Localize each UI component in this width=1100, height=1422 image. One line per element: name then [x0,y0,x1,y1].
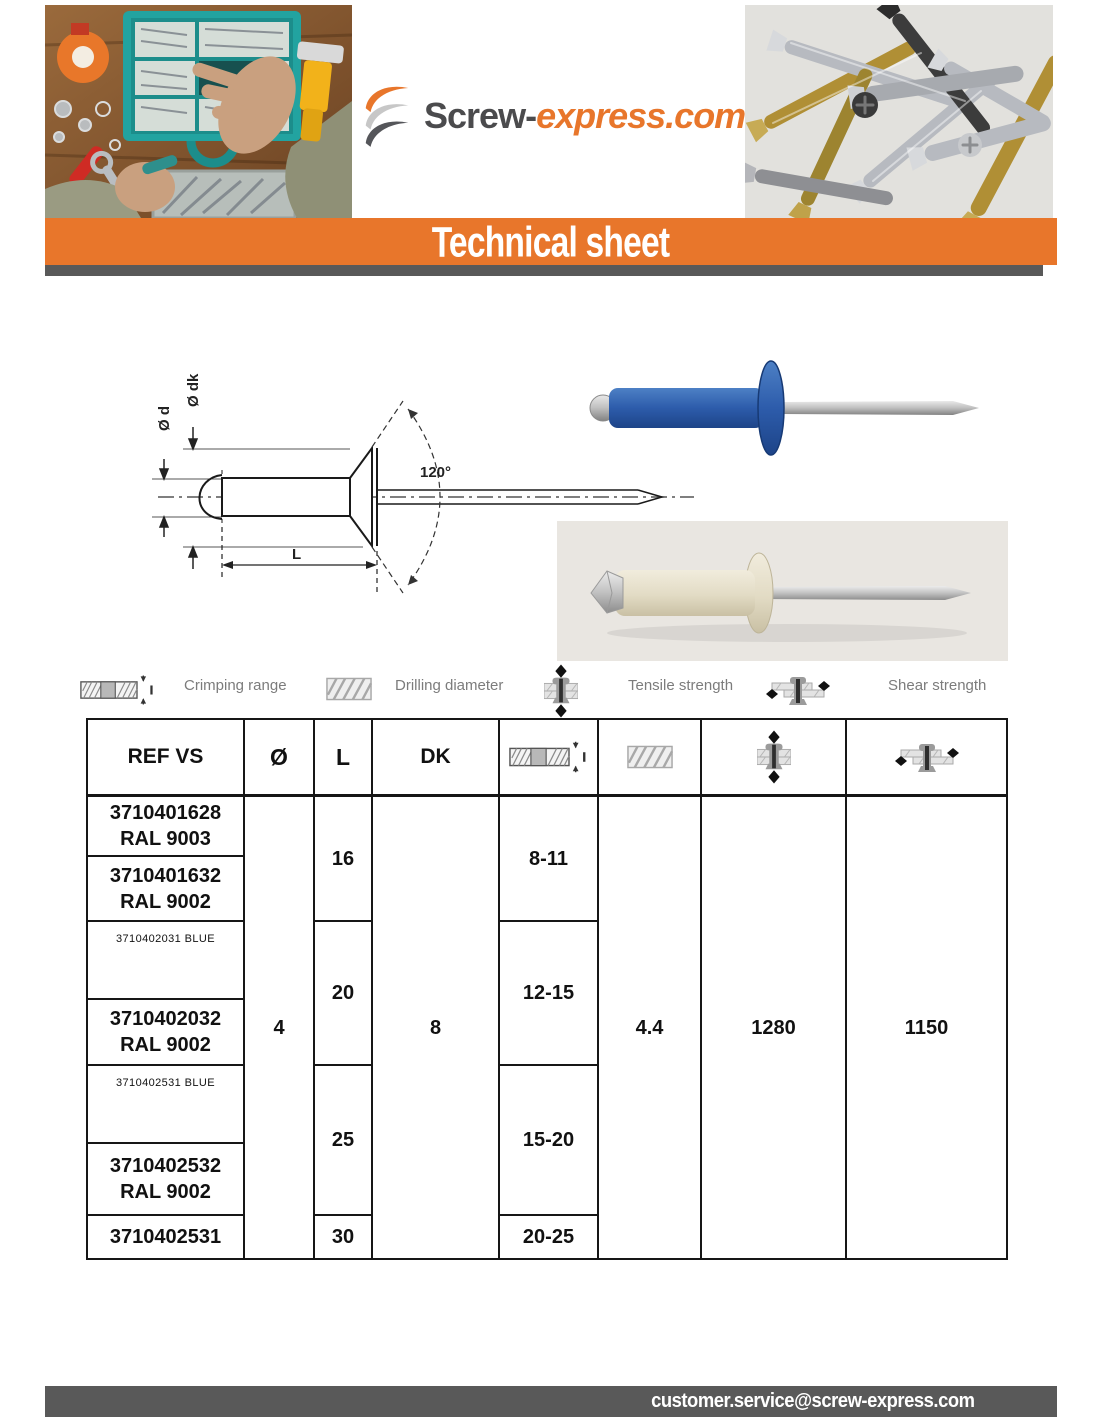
drilling-diameter-icon [326,677,372,701]
spec-table-header-row [87,719,1007,796]
ref-cell [87,796,244,857]
drilling-diameter-header-icon [627,745,673,769]
diameter-value: 4 [244,796,314,1260]
tensile-strength-label: Tensile strength [628,677,734,694]
crimping-range-header-icon [509,741,589,773]
shear-strength-icon [766,670,830,710]
header-dk: DK [372,719,499,796]
ref-number: 3710402531 [109,1226,222,1248]
drilling-diameter-value: 4.4 [598,796,701,1260]
logo-text-secondary: express.com [536,95,746,136]
ref-number: 3710401632 [109,864,222,887]
brand-logo [358,76,748,156]
logo-text [424,95,745,137]
drawing-label-d: Ø d [156,406,173,431]
logo-arcs-icon [358,83,416,149]
footer-bar [45,1386,1057,1417]
page-title: Technical sheet [432,217,670,265]
title-banner [45,218,1057,265]
ref-number: 3710402031 BLUE [116,933,215,945]
length-value: 25 [314,1065,372,1215]
dk-value: 8 [372,796,499,1260]
length-value: 16 [314,796,372,922]
logo-text-primary: Screw- [424,95,537,136]
header-ref: REF VS [87,719,244,796]
shear-strength-label: Shear strength [888,677,987,694]
drilling-diameter-label: Drilling diameter [395,677,504,694]
header-diameter: Ø [244,719,314,796]
ref-cell [87,999,244,1065]
screws-photo-art [745,5,1053,218]
ref-number: 3710402531 BLUE [116,1077,215,1089]
header-drilling-diameter [598,719,701,796]
drawing-label-length: L [292,546,302,563]
crimping-range-icon [80,674,156,706]
shear-strength-header-icon [895,737,959,777]
white-rivet-photo [557,521,1008,661]
table-row [87,796,1007,857]
drawing-label-angle: 120° [420,464,452,481]
spec-table [86,718,1008,1260]
contact-email[interactable]: customer.service@screw-express.com [651,1390,975,1412]
tensile-strength-value: 1280 [701,796,846,1260]
tensile-strength-icon [544,664,578,718]
header-shear-strength [846,719,1007,796]
crimping-range-value: 15-20 [499,1065,598,1215]
workbench-photo [45,5,352,218]
tensile-strength-header-icon [757,730,791,784]
crimping-range-value: 12-15 [499,921,598,1065]
ref-cell [87,1215,244,1259]
header-tensile-strength [701,719,846,796]
crimping-range-value: 8-11 [499,796,598,922]
ref-cell [87,1143,244,1215]
ref-color: RAL 9002 [120,1034,211,1056]
ref-cell [87,1065,244,1143]
length-value: 20 [314,921,372,1065]
header-crimping-range [499,719,598,796]
screws-photo [745,5,1053,218]
ref-color: RAL 9003 [120,828,211,850]
header-length: L [314,719,372,796]
ref-cell [87,921,244,999]
crimping-range-value: 20-25 [499,1215,598,1259]
white-rivet-photo-art [557,521,1008,661]
ref-number: 3710402032 [109,1008,222,1030]
ref-color: RAL 9002 [120,890,211,913]
ref-color: RAL 9002 [120,1181,211,1203]
ref-number: 3710402532 [109,1155,222,1177]
banner-underline [45,265,1043,276]
crimping-range-label: Crimping range [184,677,287,694]
drawing-label-dk: Ø dk [185,373,202,407]
workbench-photo-art [45,5,352,218]
ref-cell [87,856,244,921]
shear-strength-value: 1150 [846,796,1007,1260]
blue-rivet-photo [555,355,1005,465]
ref-number: 3710401628 [109,802,222,824]
length-value: 30 [314,1215,372,1259]
